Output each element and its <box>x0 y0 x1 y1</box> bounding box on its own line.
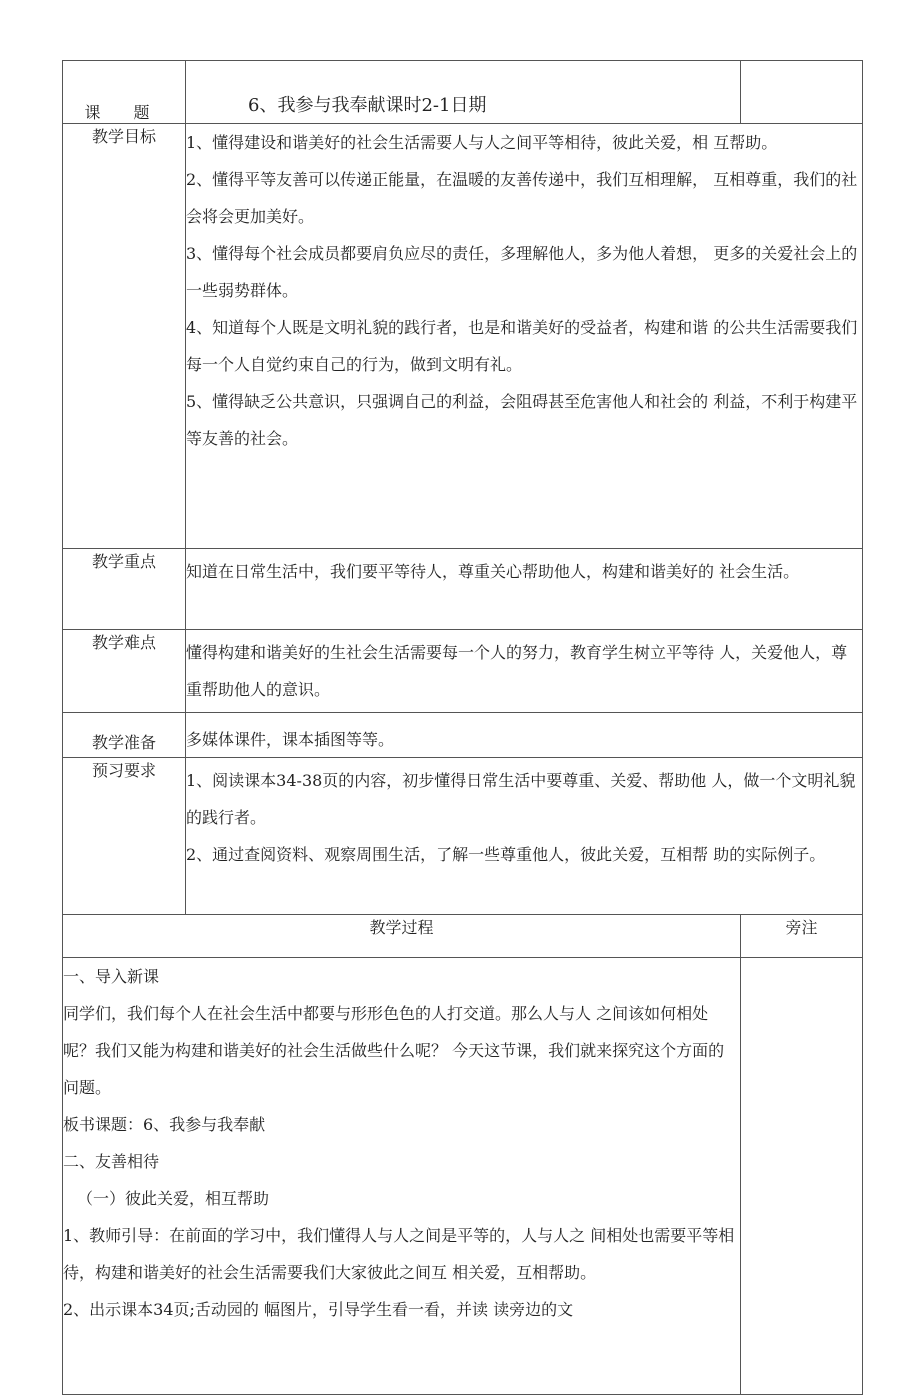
objectives-label: 教学目标 <box>63 124 186 549</box>
objectives-row <box>63 124 863 549</box>
preview-content <box>186 758 863 915</box>
objective-item: 4、知道每个人既是文明礼貌的践行者，也是和谐美好的受益者，构建和谐 的公共生活需要我们每一个人自觉约束自己的行为，做到文明有礼。 <box>186 318 858 374</box>
difficulties-content <box>186 630 863 713</box>
process-line: （一）彼此关爱，相互帮助 <box>77 1189 270 1208</box>
key-points-text: 知道在日常生活中，我们要平等待人，尊重关心帮助他人，构建和谐美好的 社会生活。 <box>186 562 800 581</box>
difficulties-row <box>63 630 863 713</box>
difficulties-label: 教学难点 <box>63 630 186 713</box>
notes-cell <box>741 958 863 1395</box>
preparation-label: 教学准备 <box>63 713 186 758</box>
process-line: 板书课题：6、我参与我奉献 <box>63 1115 266 1134</box>
notes-header: 旁注 <box>741 915 863 958</box>
topic-label: 课 题 <box>63 61 186 124</box>
objective-item: 1、懂得建设和谐美好的社会生活需要人与人之间平等相待，彼此关爱，相 互帮助。 <box>186 133 778 152</box>
process-header: 教学过程 <box>63 915 741 958</box>
process-content <box>63 958 741 1395</box>
preview-item: 1、阅读课本34-38页的内容，初步懂得日常生活中要尊重、关爱、帮助他 人，做一个文明礼貌的践行者。 <box>186 771 856 827</box>
key-points-content <box>186 549 863 630</box>
process-line: 2、出示课本34页;舌动园的 幅图片，引导学生看一看，并读 读旁边的文 <box>63 1300 574 1319</box>
preview-label: 预习要求 <box>63 758 186 915</box>
objective-item: 2、懂得平等友善可以传递正能量，在温暖的友善传递中，我们互相理解， 互相尊重，我们的社会将会更加美好。 <box>186 170 858 226</box>
difficulties-text: 懂得构建和谐美好的生社会生活需要每一个人的努力，教育学生树立平等待 人，关爱他人，尊重帮助他人的意识。 <box>186 643 848 699</box>
preparation-row <box>63 713 863 758</box>
key-points-row <box>63 549 863 630</box>
topic-row <box>63 61 863 124</box>
process-line: 二、友善相待 <box>63 1152 160 1171</box>
process-line: 1、教师引导：在前面的学习中，我们懂得人与人之间是平等的，人与人之 间相处也需要平等相待，构建和谐美好的社会生活需要我们大家彼此之间互 相关爱，互相帮助。 <box>63 1226 735 1282</box>
process-row <box>63 958 863 1395</box>
preview-row <box>63 758 863 915</box>
key-points-label: 教学重点 <box>63 549 186 630</box>
process-line: 一、导入新课 <box>63 967 160 986</box>
process-line: 同学们，我们每个人在社会生活中都要与形形色色的人打交道。那么人与人 之间该如何相处呢？我们又能为构建和谐美好的社会生活做些什么呢？ 今天这节课，我们就来探究这个方面的问题。 <box>63 1004 725 1097</box>
lesson-plan-table <box>62 60 863 1395</box>
preview-item: 2、通过查阅资料、观察周围生活，了解一些尊重他人，彼此关爱，互相帮 助的实际例子。 <box>186 845 826 864</box>
topic-blank-cell <box>741 61 863 124</box>
preparation-content <box>186 713 863 758</box>
topic-value: 6、我参与我奉献课时2-1日期 <box>186 61 741 124</box>
objectives-content <box>186 124 863 549</box>
preparation-text: 多媒体课件，课本插图等等。 <box>186 730 395 749</box>
objective-item: 5、懂得缺乏公共意识，只强调自己的利益，会阻碍甚至危害他人和社会的 利益，不利于构建平等友善的社会。 <box>186 392 858 448</box>
objective-item: 3、懂得每个社会成员都要肩负应尽的责任，多理解他人，多为他人着想， 更多的关爱社会上的一些弱势群体。 <box>186 244 858 300</box>
process-header-row <box>63 915 863 958</box>
